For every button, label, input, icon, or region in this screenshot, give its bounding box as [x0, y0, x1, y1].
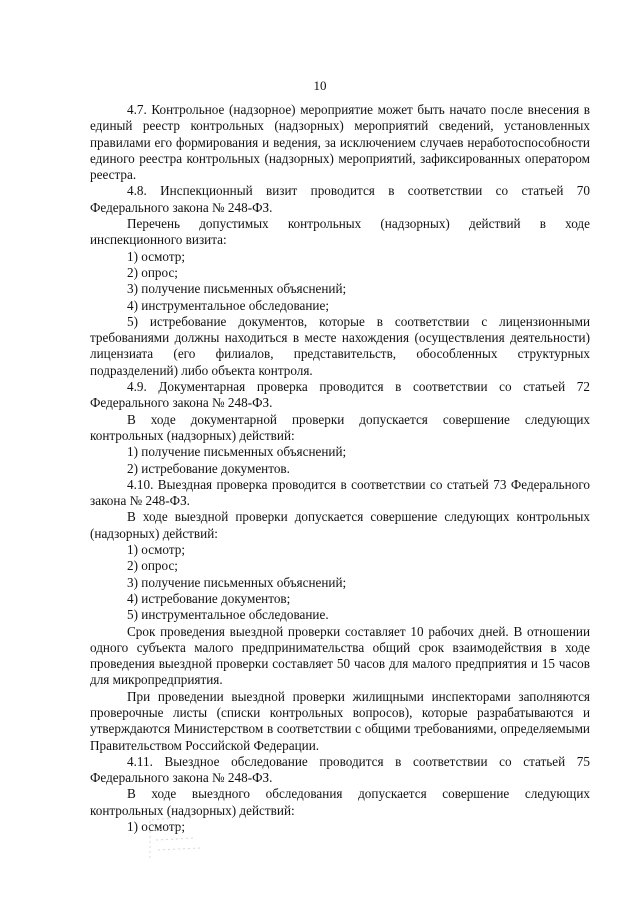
- paragraph-4-7: 4.7. Контрольное (надзорное) мероприятие может быть начато после внесения в единый реестр контрольных (надзорных) мероприятий сведений, установленных правилами его формирования и ведения, за исключением случаев неработоспособности единого реестра контрольных (надзорных) мероприятий, зафиксированных оператором реестра.: [90, 102, 590, 183]
- list-item-inspection-3: 3) получение письменных объяснений;: [127, 281, 347, 297]
- paragraph-inspection-actions-intro: Перечень допустимых контрольных (надзорных) действий в ходе инспекционного визита:: [90, 216, 590, 248]
- paragraph-4-11: 4.11. Выездное обследование проводится в соответствии со статьей 75 Федерального закона № 248-ФЗ.: [90, 753, 590, 786]
- faint-scan-artifact: [146, 812, 206, 864]
- paragraph-4-10: 4.10. Выездная проверка проводится в соответствии со статьей 73 Федерального закона № 248-ФЗ.: [90, 476, 590, 509]
- list-item-inspection-2: 2) опрос;: [127, 264, 178, 280]
- list-item-inspection-4: 4) инструментальное обследование;: [127, 297, 329, 313]
- paragraph-4-9: 4.9. Документарная проверка проводится в соответствии со статьей 72 Федерального закона № 248-ФЗ.: [90, 379, 590, 411]
- document-body: [90, 102, 590, 835]
- paragraph-onsite-duration: Срок проведения выездной проверки составляет 10 рабочих дней. В отношении одного субъекта малого предпринимательства общий срок взаимодействия в ходе проведения выездной проверки составляет 50 часов для малого предприятия и 15 часов для микропредприятия.: [90, 623, 590, 688]
- list-item-onsite-1: 1) осмотр;: [127, 542, 186, 558]
- paragraph-documentary-actions-intro: В ходе документарной проверки допускается совершение следующих контрольных (надзорных) действий:: [90, 411, 590, 443]
- page-number: 10: [313, 78, 327, 93]
- list-item-onsite-2: 2) опрос;: [127, 558, 178, 574]
- list-item-documentary-2: 2) истребование документов.: [127, 460, 290, 476]
- list-item-documentary-1: 1) получение письменных объяснений;: [127, 444, 347, 460]
- list-item-survey-1: 1) осмотр;: [127, 819, 186, 835]
- paragraph-checklists: При проведении выездной проверки жилищными инспекторами заполняются проверочные листы (списки контрольных вопросов), которые разрабатываются и утверждаются Министерством в соответствии с общими требованиями, определяемыми Правительством Российской Федерации.: [90, 688, 590, 753]
- list-item-onsite-5: 5) инструментальное обследование.: [127, 607, 329, 623]
- paragraph-4-8: 4.8. Инспекционный визит проводится в соответствии со статьей 70 Федерального закона № 248-ФЗ.: [90, 183, 590, 215]
- paragraph-onsite-actions-intro: В ходе выездной проверки допускается совершение следующих контрольных (надзорных) действий:: [90, 509, 590, 541]
- list-item-onsite-3: 3) получение письменных объяснений;: [127, 574, 347, 590]
- list-item-inspection-5: 5) истребование документов, которые в соответствии с лицензионными требованиями должны находиться в месте нахождения (осуществления деятельности) лицензиата (его филиалов, представительств, обособленных структурных подразделений) либо объекта контроля.: [90, 313, 590, 378]
- list-item-inspection-1: 1) осмотр;: [127, 248, 186, 264]
- list-item-onsite-4: 4) истребование документов;: [127, 590, 291, 606]
- paragraph-survey-actions-intro: В ходе выездного обследования допускается совершение следующих контрольных (надзорных) действий:: [90, 786, 590, 818]
